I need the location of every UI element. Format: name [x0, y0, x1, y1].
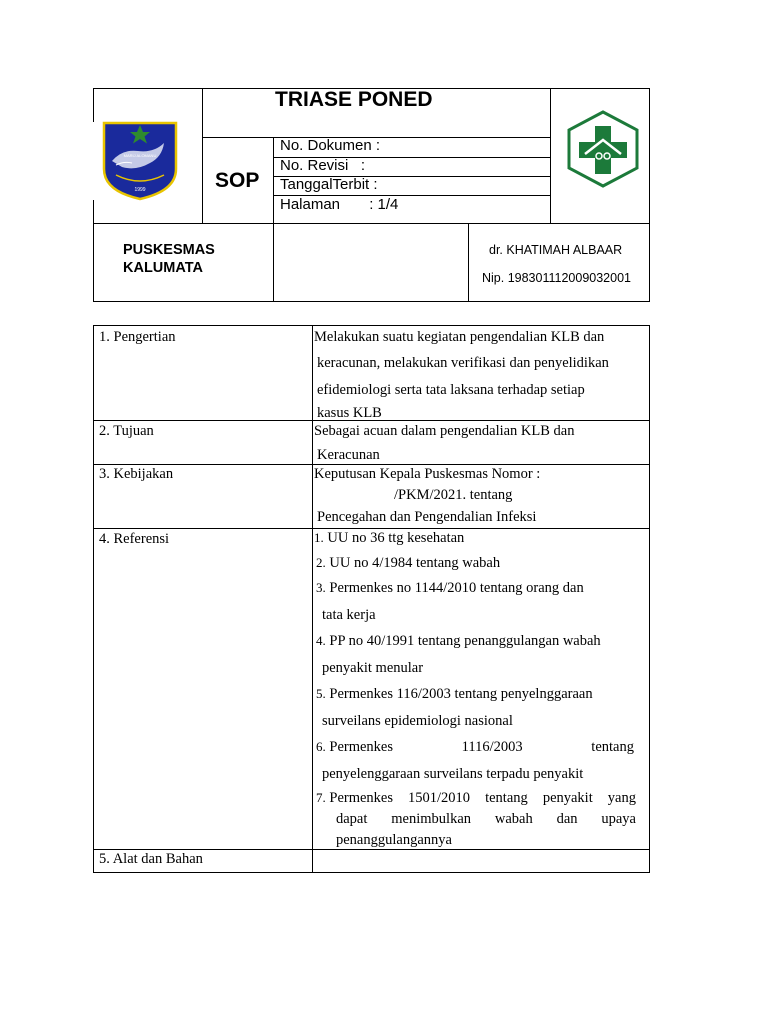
pengertian-line: Melakukan suatu kegiatan pengendalian KLB dan	[314, 329, 605, 345]
sop-header	[93, 88, 650, 302]
field-no-revisi: No. Revisi :	[280, 157, 366, 174]
document-title: TRIASE PONED	[275, 88, 433, 111]
reference-item-cont: dapat menimbulkan wabah dan upaya	[336, 811, 636, 827]
reference-item-cont: penyelenggaraan surveilans terpadu penyakit	[322, 766, 584, 782]
sop-content-table	[93, 325, 650, 873]
signer-nip: Nip. 198301112009032001	[482, 271, 631, 285]
section-label-tujuan: 2. Tujuan	[99, 423, 154, 439]
pengertian-line: kasus KLB	[317, 405, 382, 421]
reference-item-cont: tata kerja	[322, 607, 376, 623]
organization-name: PUSKESMAS KALUMATA	[123, 242, 215, 277]
section-label-referensi: 4. Referensi	[99, 531, 170, 547]
reference-item: 4. PP no 40/1991 tentang penanggulangan wabah	[316, 633, 601, 649]
emblem-motto: MARIJ ALOMANU	[123, 153, 157, 158]
reference-item-cont: penyakit menular	[322, 660, 424, 676]
section-label-alat-bahan: 5. Alat dan Bahan	[99, 851, 203, 867]
reference-item: 7. Permenkes 1501/2010 tentang penyakit yang	[316, 790, 636, 806]
reference-item: 3. Permenkes no 1144/2010 tentang orang dan	[316, 580, 584, 596]
reference-item: 2. UU no 4/1984 tentang wabah	[316, 555, 501, 571]
sop-label: SOP	[215, 169, 260, 192]
kebijakan-line: Pencegahan dan Pengendalian Infeksi	[317, 509, 537, 525]
reference-item: 5. Permenkes 116/2003 tentang penyelnggaraan	[316, 686, 593, 702]
field-halaman: Halaman : 1/4	[280, 196, 399, 213]
pengertian-line: efidemiologi serta tata laksana terhadap setiap	[317, 382, 585, 398]
signer-name: dr. KHATIMAH ALBAAR	[489, 243, 623, 257]
field-no-dokumen: No. Dokumen :	[280, 137, 381, 154]
reference-item: 6. Permenkes 1116/2003 tentang	[316, 739, 634, 755]
kebijakan-line: /PKM/2021. tentang	[394, 487, 513, 503]
section-label-pengertian: 1. Pengertian	[99, 329, 176, 345]
emblem-year: 1999	[134, 187, 146, 193]
reference-item: 1. UU no 36 ttg kesehatan	[314, 530, 465, 546]
section-label-kebijakan: 3. Kebijakan	[99, 466, 174, 482]
tujuan-line: Sebagai acuan dalam pengendalian KLB dan	[314, 423, 575, 439]
reference-item-cont: penanggulangannya	[336, 832, 452, 848]
reference-item-cont: surveilans epidemiologi nasional	[322, 713, 513, 729]
kebijakan-line: Keputusan Kepala Puskesmas Nomor :	[314, 466, 541, 482]
tujuan-line: Keracunan	[317, 447, 380, 463]
field-tanggal-terbit: TanggalTerbit :	[280, 176, 378, 193]
pengertian-line: keracunan, melakukan verifikasi dan penyelidikan	[317, 355, 609, 371]
